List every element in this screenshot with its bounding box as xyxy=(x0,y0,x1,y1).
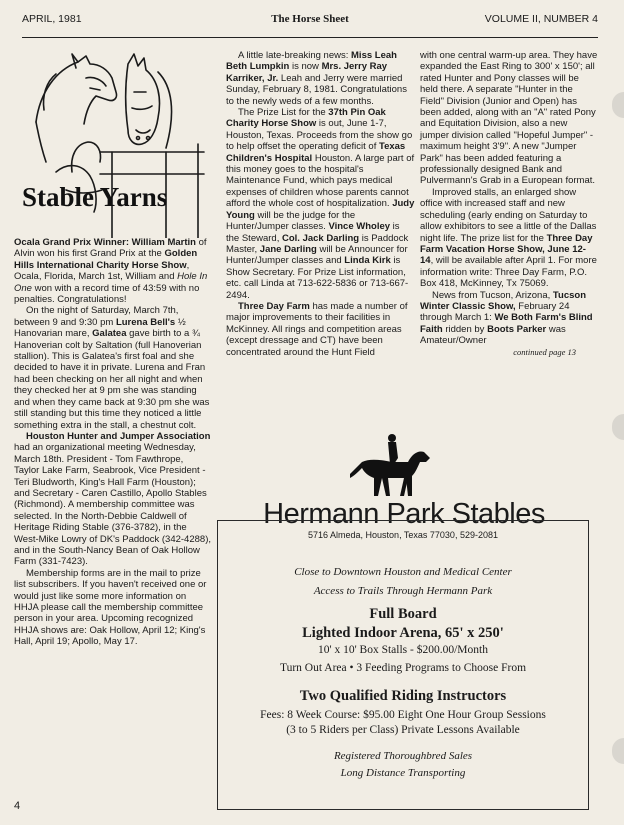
article-name: Col. Jack Darling xyxy=(281,232,360,244)
article-name: Texas Children's Hospital xyxy=(226,141,406,164)
article-name: Judy Young xyxy=(226,198,415,221)
column-title: Stable Yarns xyxy=(22,182,168,212)
article-text: will be Announcer for Hunter/Jumper classes and xyxy=(226,243,408,267)
continued-note: continued page 13 xyxy=(513,346,576,357)
article-paragraph xyxy=(14,431,211,568)
ad-line: Fees: 8 Week Course: $95.00 Eight One Hour Group Sessions xyxy=(260,709,546,721)
article-text: ridden by xyxy=(442,323,488,335)
article-head: Houston Hunter and Jumper Association xyxy=(26,430,211,442)
horse-rider-logo xyxy=(348,432,434,504)
page-header xyxy=(22,8,598,38)
article-horse: Hole In One xyxy=(14,271,208,294)
article-text: News from Tucson, Arizona, xyxy=(432,289,553,301)
ad-heading: Full Board xyxy=(369,606,437,622)
article-paragraph xyxy=(14,305,211,430)
article-text: ½ Hanovarian mare, xyxy=(14,316,186,340)
article-text: Houston. A large part of this money goes to the hospital's Maintenance Fund, which pays medical expenses of children whose parents cannot afford the whole cost of hospitalization. xyxy=(226,152,415,210)
article-text: is now xyxy=(289,61,322,73)
article-text: will be the judge for the Hunter/Jumper classes. xyxy=(226,209,356,233)
article-column-1 xyxy=(14,237,211,648)
article-name: Galatea xyxy=(92,328,127,340)
binder-hole xyxy=(612,92,624,118)
ad-line: (3 to 5 Riders per Class) Private Lessons Available xyxy=(286,724,520,736)
ad-address: 5716 Almeda, Houston, Texas 77030, 529-2081 xyxy=(308,530,498,540)
article-text: is out, June 1-7, Houston, Texas. Proceeds from the show go to help offset the operating deficit of xyxy=(226,118,413,153)
article-text: , will be available after April 1. For more information write: Three Day Farm, P.O. Box 418, McKinney, Tx 75069. xyxy=(420,255,597,290)
article-paragraph xyxy=(420,187,598,290)
header-publication: The Horse Sheet xyxy=(271,13,349,25)
article-text: has made a number of major improvements to their facilities in McKinney. All rings and competition areas (except dressage and CT) have been concentrated around the Hunt Field xyxy=(226,300,408,358)
binder-hole xyxy=(612,414,624,440)
ad-line: Long Distance Transporting xyxy=(340,767,466,779)
article-text: is Show Secretary. For Prize List information, etc. call Linda at 713-622-5836 or 713-667-2494. xyxy=(226,255,409,301)
article-text: Improved stalls, an enlarged show office with increased staff and new scheduling (early ending on Saturday to allow exhibitors to see a little of the Dallas night life. The prize list for the xyxy=(420,186,597,244)
article-name: Three Day Farm xyxy=(238,300,310,312)
article-text: , Ocala, Florida, March 1st, William and xyxy=(14,259,190,283)
article-event: Tucson Winter Classic Show, xyxy=(420,289,586,312)
article-name: Linda Kirk xyxy=(344,255,391,267)
article-paragraph xyxy=(226,50,415,107)
article-column-3 xyxy=(420,50,598,358)
article-head: Ocala Grand Prix Winner: William Martin xyxy=(14,237,196,248)
article-text: A little late-breaking news: xyxy=(238,50,352,61)
article-text: was Amateur/Owner xyxy=(420,323,566,347)
article-name: Jane Darling xyxy=(259,243,317,255)
ad-heading: Two Qualified Riding Instructors xyxy=(299,688,507,704)
header-date: APRIL, 1981 xyxy=(22,13,82,25)
article-event: 37th Pin Oak Charity Horse Show xyxy=(226,107,386,130)
article-text: Leah and Jerry were married Sunday, February 8, 1981. Congratulations to the newly weds of a few months. xyxy=(226,72,407,107)
ad-line: Turn Out Area • 3 Feeding Programs to Choose From xyxy=(279,662,527,674)
ad-heading: Lighted Indoor Arena, 65' x 250' xyxy=(302,625,504,641)
article-paragraph xyxy=(226,107,415,301)
article-text: of Alvin won his first Grand Prix at the xyxy=(14,237,207,260)
article-paragraph xyxy=(226,301,415,358)
article-name: Vince Wholey xyxy=(328,221,391,233)
article-paragraph: Membership forms are in the mail to prize list subscribers. If you haven't received one or would just like some more information on HHJA please call the membership committee person in your area. Upcoming recognized HHJA shows are: Oak Hollow, April 12; King's Hall, April 19; Apollo, May 17. xyxy=(14,567,207,648)
article-name: Mrs. Jerry Ray Karriker, Jr. xyxy=(226,61,388,84)
article-name: Miss Leah Beth Lumpkin xyxy=(226,50,397,73)
header-volume: VOLUME II, NUMBER 4 xyxy=(484,13,598,25)
article-event: Golden Hills International Charity Horse Show xyxy=(14,248,198,271)
page-number: 4 xyxy=(14,800,21,812)
article-paragraph xyxy=(420,290,598,347)
article-event: Three Day Farm Vacation Horse Show, June 12-14 xyxy=(420,232,593,267)
article-text: On the night of Saturday, March 7th, between 9 and 9:30 pm xyxy=(14,305,179,328)
article-text: The Prize List for the xyxy=(238,107,329,119)
article-text: is the Steward, xyxy=(226,221,400,244)
article-text: is Paddock Master, xyxy=(226,232,409,255)
ad-line: Access to Trails Through Hermann Park xyxy=(313,585,493,597)
article-name: Lurena Bell's xyxy=(115,316,176,328)
ad-line: 10' x 10' Box Stalls - $200.00/Month xyxy=(318,644,488,656)
binder-hole xyxy=(612,738,624,764)
ad-business-name: Hermann Park Stables xyxy=(263,498,545,530)
article-name: Boots Parker xyxy=(487,323,547,335)
ad-line: Registered Thoroughbred Sales xyxy=(333,750,473,762)
article-name: We Both Farm's Blind Faith xyxy=(420,312,593,335)
ad-line: Close to Downtown Houston and Medical Center xyxy=(294,566,512,578)
article-text: February 24 through March 1: xyxy=(420,300,570,324)
article-text: had an organizational meeting Wednesday, March 18th. President - Tom Fawthrope, Taylor Lake Farm, Seabrook, Vice President - Teri Bludworth, King's Hall Farm (Houston); and Secretary - Caren Castillo, Apollo Stables (Richmond). A membership committee was selected. In the North-Debbie Caldwell of Heritage Riding Stable (376-3782), in the West-Mike Lowry of DK's Paddock (342-4288), and in the South-Nancy Bean of Oak Hollow Farm (331-7423). xyxy=(14,442,211,568)
article-column-2 xyxy=(226,50,415,358)
article-paragraph: with one central warm-up area. They have expanded the East Ring to 300' x 150'; all rated Hunter and Pony classes will be held there. A separate "Hunter in the Field" Division (Junior and Open) has been added, along with an "A" rated Pony and Equitation Division, also a new jumper division called "Hopeful Jumper" - maximum height 3'9". A new "Jumper Park" has been added featuring a professionally designed Bank and Pulvermann's Grab in a European format. xyxy=(420,50,598,187)
article-text: gave birth to a ¾ Hanoverian colt by Saltation (full Hanoverian stallion). This is Galatea's first foal and she decided to have it in private. Lurena and Fran had been checking on her all night and when they checked her at 9 pm she was standing and when they came back at 9:30 pm she was still standing but this time they noticed a little something extra in the stall, a chestnut colt. xyxy=(14,328,210,431)
article-paragraph xyxy=(14,237,211,305)
article-text: won with a record time of 43:59 with no penalties. Congratulations! xyxy=(14,282,200,306)
